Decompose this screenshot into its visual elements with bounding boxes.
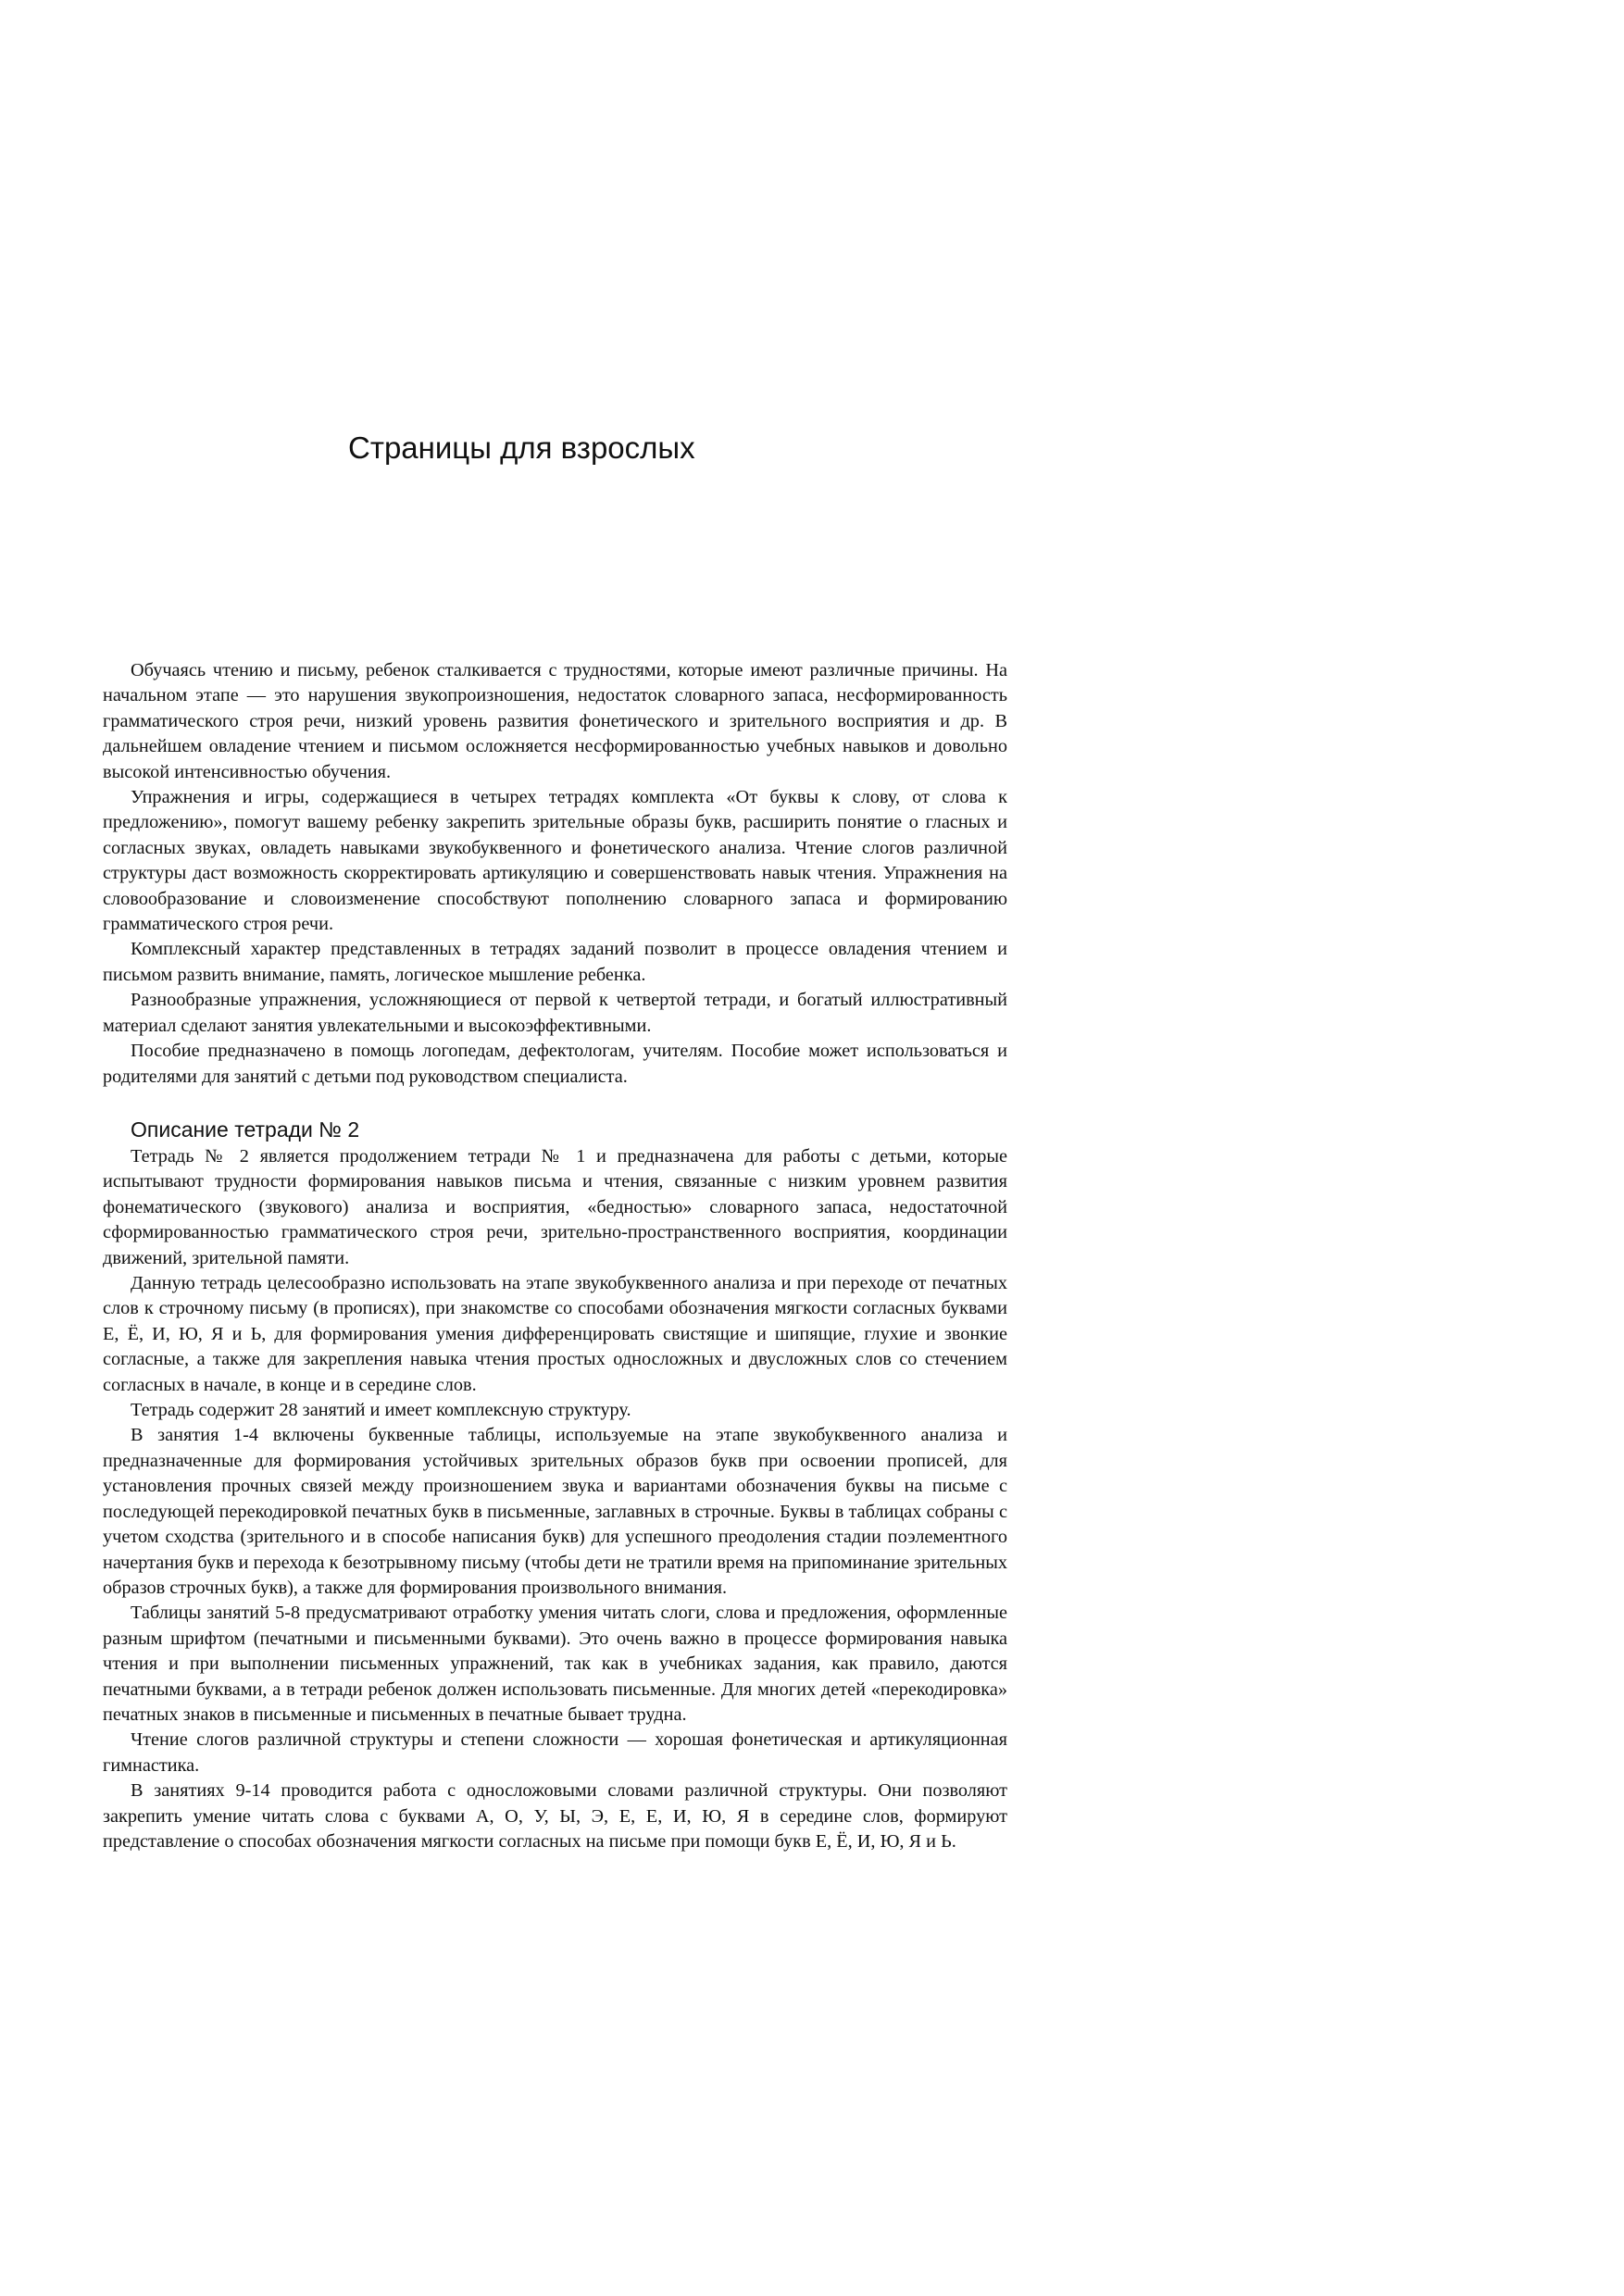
section-paragraph: Чтение слогов различной структуры и степени сложности — хорошая фонетическая и артикуляционная гимнастика. xyxy=(103,1729,1007,1776)
intro-paragraph: Разнообразные упражнения, усложняющиеся от первой к четвертой тетради, и богатый иллюстративный материал сделают занятия увлекательными и высокоэффективными. xyxy=(103,990,1007,1036)
section-paragraph: Таблицы занятий 5-8 предусматривают отработку умения читать слоги, слова и предложения, оформленные разным шрифтом (печатными и письменными буквами). Это очень важно в процессе формирования навыка чтения и при выполнении письменных упражнений, так как в учебниках задания, как правило, даются печатными буквами, а в тетради ребенок должен использовать письменные. Для многих детей «перекодировка» печатных знаков в письменные и письменных в печатные бывает трудна. xyxy=(103,1603,1007,1725)
intro-text-block xyxy=(103,658,1007,1090)
section-paragraph: Данную тетрадь целесообразно использовать на этапе звукобуквенного анализа и при переходе от печатных слов к строчному письму (в прописях), при знакомстве со способами обозначения мягкости согласных буквами Е, Ё, И, Ю, Я и Ь, для формирования умения дифференцировать свистящие и шипящие, глухие и звонкие согласные, а также для закрепления навыка чтения простых односложных и двусложных слов со стечением согласных в начале, в конце и в середине слов. xyxy=(103,1273,1007,1395)
intro-paragraph: Обучаясь чтению и письму, ребенок сталкивается с трудностями, которые имеют различные причины. На начальном этапе — это нарушения звукопроизношения, недостаток словарного запаса, несформированность грамматического строя речи, низкий уровень развития фонетического и зрительного восприятия и др. В дальнейшем овладение чтением и письмом осложняется несформированностью учебных навыков и довольно высокой интенсивностью обучения. xyxy=(103,660,1007,782)
section-paragraph: В занятиях 9-14 проводится работа с односложовыми словами различной структуры. Они позволяют закрепить умение читать слова с буквами А, О, У, Ы, Э, Е, Е, И, Ю, Я в середине слов, формируют представление о способах обозначения мягкости согласных на письме при помощи букв Е, Ё, И, Ю, Я и Ь. xyxy=(103,1780,1007,1852)
section-paragraph: Тетрадь № 2 является продолжением тетради № 1 и предназначена для работы с детьми, которые испытывают трудности формирования навыков письма и чтения, связанные с низким уровнем развития фонематического (звукового) анализа и восприятия, «бедностью» словарного запаса, недостаточной сформированностью грамматического строя речи, зрительно-пространственного восприятия, координации движений, зрительной памяти. xyxy=(103,1146,1007,1268)
section-paragraph: В занятия 1-4 включены буквенные таблицы, используемые на этапе звукобуквенного анализа и предназначенные для формирования устойчивых зрительных образов букв при освоении прописей, для установления прочных связей между произношением звука и вариантами обозначения буквы на письме с последующей перекодировкой печатных букв в письменные, заглавных в строчные. Буквы в таблицах собраны с учетом сходства (зрительного и в способе написания букв) для успешного преодоления стадии поэлементного начертания букв и перехода к безотрывному письму (чтобы дети не тратили время на припоминание зрительных образов строчных букв), а также для формирования произвольного внимания. xyxy=(103,1425,1007,1598)
notebook-2-description-section xyxy=(103,1117,1007,1854)
section-paragraph: Тетрадь содержит 28 занятий и имеет комплексную структуру. xyxy=(131,1400,631,1421)
intro-paragraph: Пособие предназначено в помощь логопедам, дефектологам, учителям. Пособие может использоваться и родителями для занятий с детьми под руководством специалиста. xyxy=(103,1041,1007,1087)
section-heading: Описание тетради № 2 xyxy=(131,1117,360,1142)
intro-paragraph: Комплексный характер представленных в тетрадях заданий позволит в процессе овладения чтением и письмом развить внимание, память, логическое мышление ребенка. xyxy=(103,939,1007,985)
intro-paragraph: Упражнения и игры, содержащиеся в четырех тетрадях комплекта «От буквы к слову, от слова к предложению», помогут вашему ребенку закрепить зрительные образы букв, расширить понятие о гласных и согласных звуках, овладеть навыками звукобуквенного и фонетического анализа. Чтение слогов различной структуры даст возможность скорректировать артикуляцию и совершенствовать навык чтения. Упражнения на словообразование и словоизменение способствуют пополнению словарного запаса и формированию грамматического строя речи. xyxy=(103,787,1007,935)
page-title: Страницы для взрослых xyxy=(348,430,695,465)
